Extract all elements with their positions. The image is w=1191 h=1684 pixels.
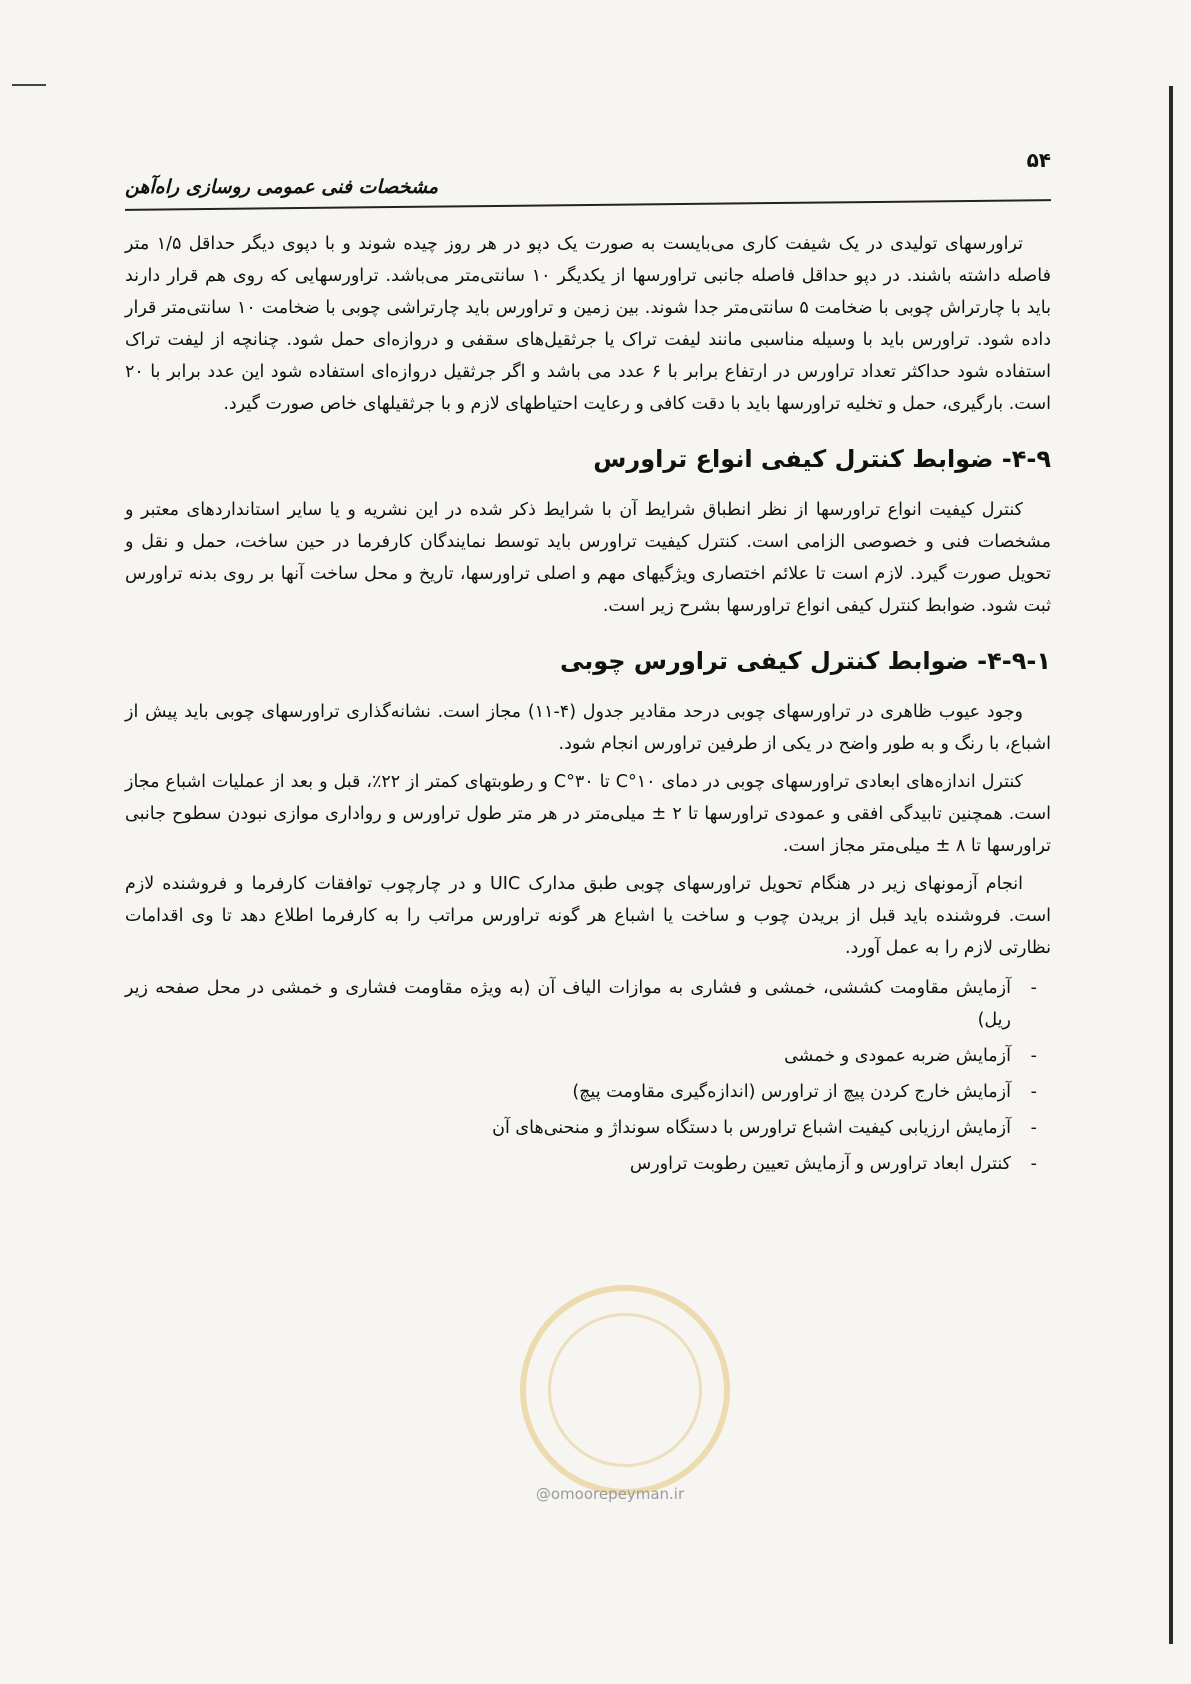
- list-item: [125, 1076, 1037, 1108]
- list-item-text: آزمایش خارج کردن پیچ از تراورس (اندازه‌گیری مقاومت پیچ): [572, 1082, 1011, 1102]
- running-title: مشخصات فنی عمومی روسازی راه‌آهن: [125, 176, 439, 198]
- dash-marker: -: [1030, 1046, 1037, 1066]
- page-edge: [1169, 86, 1173, 1644]
- section-paragraph-4-9: کنترل کیفیت انواع تراورسها از نظر انطباق شرایط آن با شرایط ذکر شده در این نشریه و یا سایر استانداردهای معتبر و مشخصات فنی و خصوصی الزامی است. کنترل کیفیت تراورس باید توسط نمایندگان کارفرما در حین ساخت، حمل و نقل و تحویل صورت گیرد. لازم است تا علائم اختصاری ویژگیهای مهم و اصلی تراورسها، تاریخ و محل ساخت آنها بر روی بدنه تراورس ثبت شود. ضوابط کنترل کیفی انواع تراورسها بشرح زیر است.: [125, 500, 1051, 616]
- seal-watermark-icon: [520, 1285, 730, 1495]
- dash-marker: -: [1030, 1154, 1037, 1174]
- seal-inner-ring: [548, 1313, 702, 1467]
- section-heading-4-9-1: ۴-۹-۱- ضوابط کنترل کیفی تراورس چوبی: [559, 647, 1051, 675]
- page-header: [125, 140, 1051, 210]
- tests-list: [125, 972, 1051, 1180]
- intro-paragraph: تراورسهای تولیدی در یک شیفت کاری می‌بایست به صورت یک دپو در هر روز چیده شوند و با دپوی دیگر حداقل ۱/۵ متر فاصله داشته باشند. در دپو حداقل فاصله جانبی تراورسها از یکدیگر ۱۰ سانتی‌متر می‌باشد. تراورسهایی که روی هم قرار دارند باید با چارتراش چوبی با ضخامت ۵ سانتی‌متر جدا شوند. بین زمین و تراورس باید چارتراشی چوبی با ضخامت ۱۰ سانتی‌متر قرار داده شود. تراورس باید با وسیله مناسبی مانند لیفت تراک یا جرثقیل‌های سقفی و دروازه‌ای حمل شود. چنانچه از لیفت تراک استفاده شود حداکثر تعداد تراورس در ارتفاع برابر با ۶ عدد می باشد و اگر جرثقیل دروازه‌ای استفاده شود این عدد برابر با ۲۰ است. بارگیری، حمل و تخلیه تراورسها باید با دقت کافی و رعایت احتیاطهای لازم و با جرثقیلهای خاص صورت گیرد.: [125, 234, 1051, 414]
- list-item: [125, 1148, 1037, 1180]
- dash-marker: -: [1030, 1082, 1037, 1102]
- paragraph-dimensions: کنترل اندازه‌های ابعادی تراورسهای چوبی در دمای ۱۰°C تا ۳۰°C و رطوبتهای کمتر از ۲۲٪، قبل و بعد از عملیات اشباع مجاز است. همچنین تابیدگی افقی و عمودی تراورسها تا ۲ ± میلی‌متر در هر متر طول تراورس و روادارى موازی نبودن سطوح جانبی تراورسها تا ۸ ± میلی‌متر مجاز است.: [125, 772, 1051, 856]
- paragraph-tests: انجام آزمونهای زیر در هنگام تحویل تراورسهای چوبی طبق مدارک UIC و در چارچوب توافقات کارفرما و فروشنده لازم است. فروشنده باید قبل از بریدن چوب و ساخت یا اشباع هر گونه تراورس مراتب را به کارفرما اطلاع دهد تا وی اقدامات نظارتی لازم را به عمل آورد.: [125, 874, 1051, 958]
- list-item-text: کنترل ابعاد تراورس و آزمایش تعیین رطوبت تراورس: [629, 1154, 1011, 1174]
- page-number: ۵۴: [1026, 148, 1051, 172]
- list-item-text: آزمایش ضربه عمودی و خمشی: [784, 1046, 1011, 1066]
- watermark-text: @omoorepeyman.ir: [535, 1485, 685, 1503]
- list-item: [125, 1040, 1037, 1072]
- page-content: [125, 228, 1051, 1184]
- header-rule: [125, 199, 1051, 211]
- list-item-text: آزمایش مقاومت کششی، خمشی و فشاری به موازات الیاف آن (به ویژه مقاومت فشاری و خمشی در محل صفحه زیر ریل): [125, 978, 1011, 1030]
- paragraph-defects: وجود عیوب ظاهری در تراورسهای چوبی درحد مقادیر جدول (۴-۱۱) مجاز است. نشانه‌گذاری تراورسهای چوبی باید پیش از اشباع، با رنگ و به طور واضح در یکی از طرفین تراورس انجام شود.: [125, 702, 1051, 754]
- list-item: [125, 1112, 1037, 1144]
- section-heading-4-9: ۴-۹- ضوابط کنترل کیفی انواع تراورس: [593, 445, 1051, 473]
- dash-marker: -: [1030, 1118, 1037, 1138]
- list-item: [125, 972, 1037, 1036]
- list-item-text: آزمایش ارزیابی کیفیت اشباع تراورس با دستگاه سونداژ و منحنی‌های آن: [492, 1118, 1011, 1138]
- dash-marker: -: [1030, 978, 1037, 998]
- corner-mark: [12, 84, 46, 86]
